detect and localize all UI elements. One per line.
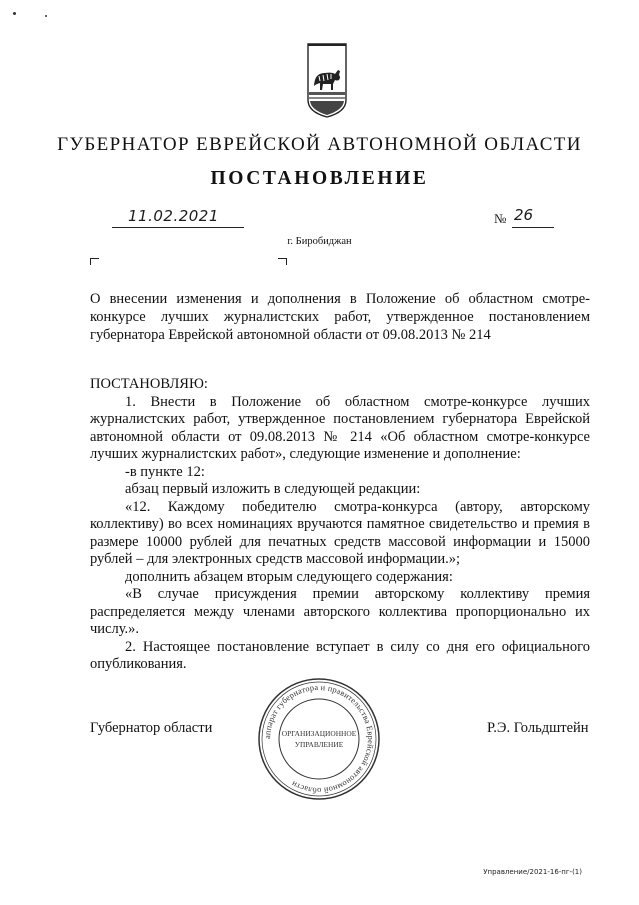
footer-reference: Управление/2021-16-пг-(1) xyxy=(483,868,582,876)
document-type: ПОСТАНОВЛЕНИЕ xyxy=(210,168,429,189)
number-underline xyxy=(512,227,554,228)
date-field xyxy=(112,208,244,228)
paragraph-1: 1. Внести в Положение об областном смотре-конкурсе лучших журналистских работ, утвержденное постановлением губернатора Еврейской автономной области от 09.08.2013 № 214 «Об областном смотре-конкурсе лучших журналистских работ», следующие изменение и дополнение: xyxy=(90,393,590,462)
paragraph-5: дополнить абзацем вторым следующего содержания: xyxy=(125,568,453,585)
decree-word: ПОСТАНОВЛЯЮ: xyxy=(90,376,208,392)
scan-speck xyxy=(13,12,16,15)
stamp-center-line-2: УПРАВЛЕНИЕ xyxy=(294,740,344,749)
city: г. Биробиджан xyxy=(287,236,352,247)
document-title: О внесении изменения и дополнения в Положение об областном смотре-конкурсе лучших журналистских работ, утвержденное постановлением губернатора Еврейской автономной области от 09.08.2013 № 214 xyxy=(90,291,590,343)
scan-speck xyxy=(45,15,47,17)
paragraph-4: «12. Каждому победителю смотра-конкурса (автору, авторскому коллективу) во всех номинациях вручаются памятное свидетельство и премия в размере 10000 рублей для печатных средств массовой информации и 15000 рублей – для электронных средств массовой информации.»; xyxy=(90,498,590,567)
handwritten-date: 11.02.2021 xyxy=(128,207,219,225)
paragraph-2: -в пункте 12: xyxy=(125,463,205,480)
title-corner-left xyxy=(90,258,99,265)
paragraph-3: абзац первый изложить в следующей редакции: xyxy=(125,481,421,497)
date-underline xyxy=(112,227,244,228)
number-field xyxy=(494,208,554,228)
handwritten-number: 26 xyxy=(514,206,534,224)
paragraph-6: «В случае присуждения премии авторскому коллективу премия распределяется между членами авторского коллектива пропорционально их числу.». xyxy=(90,586,590,637)
stamp-seal xyxy=(256,676,382,802)
coat-of-arms-tiger-icon xyxy=(305,40,349,118)
issuer-heading: ГУБЕРНАТОР ЕВРЕЙСКОЙ АВТОНОМНОЙ ОБЛАСТИ xyxy=(57,134,582,155)
coat-of-arms-emblem xyxy=(305,40,349,118)
paragraph-7: 2. Настоящее постановление вступает в силу со дня его официального опубликования. xyxy=(90,638,590,672)
svg-text:аппарат губернатора и правител xyxy=(263,683,375,795)
document-body xyxy=(90,376,590,674)
official-stamp xyxy=(256,676,382,802)
stamp-center-line-1: ОРГАНИЗАЦИОННОЕ xyxy=(281,729,357,738)
title-corner-right xyxy=(278,258,287,265)
stamp-outer-text: аппарат губернатора и правительства Еврейской автономной области xyxy=(262,682,376,796)
number-label: № xyxy=(494,211,507,226)
signer-name: Р.Э. Гольдштейн xyxy=(487,720,589,736)
signer-post: Губернатор области xyxy=(90,720,213,736)
